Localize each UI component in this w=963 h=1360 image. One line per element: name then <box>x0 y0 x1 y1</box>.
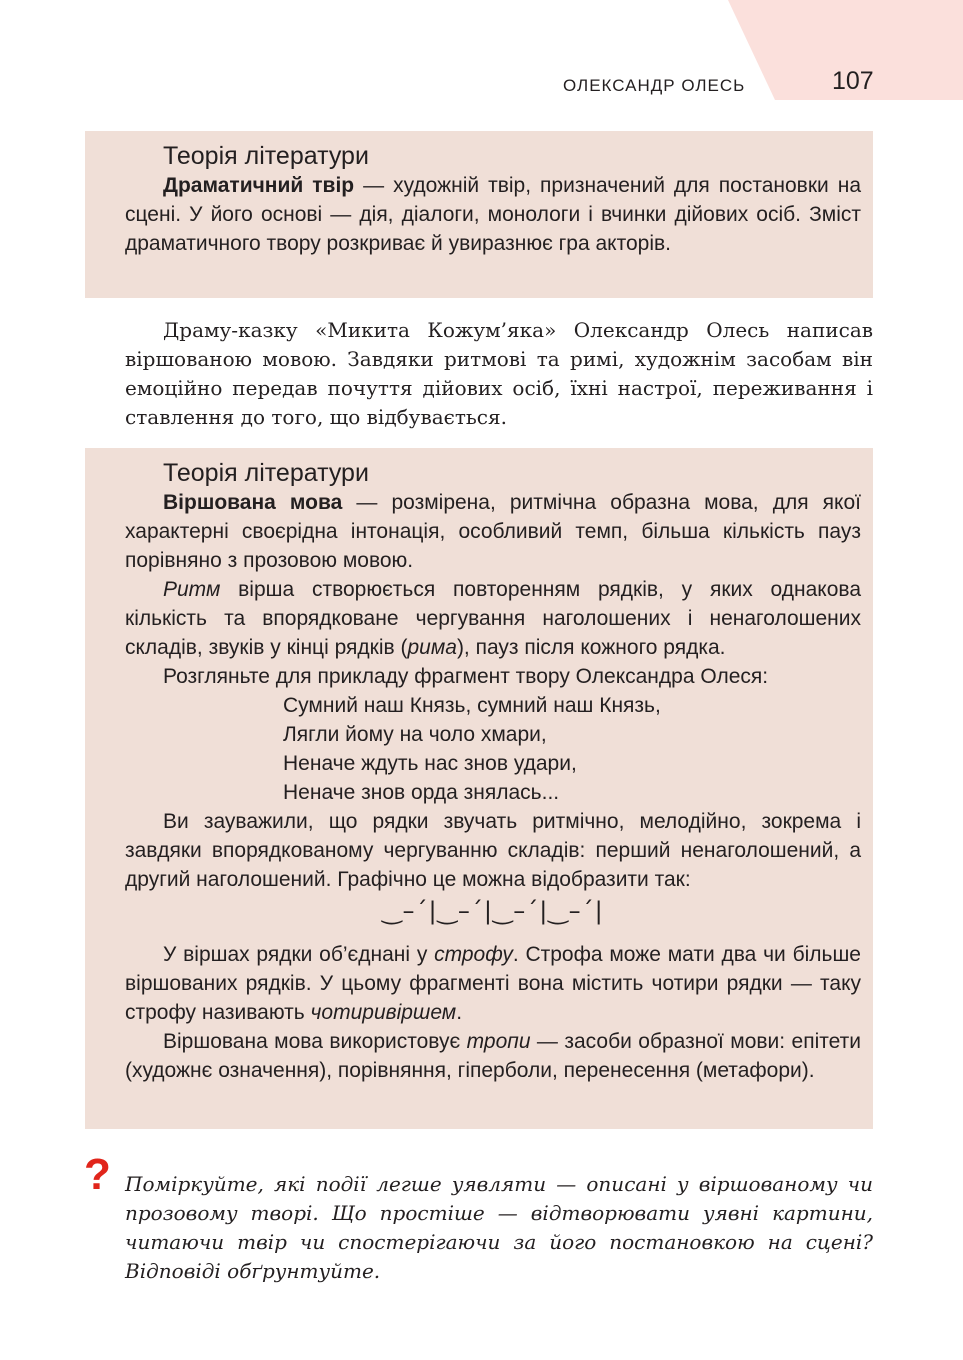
drama-definition <box>125 171 861 258</box>
strophe-text-c: . <box>456 1001 463 1024</box>
example-intro: Розгляньте для прикладу фрагмент твору Олександра Олеся: <box>163 665 769 688</box>
term-strophe: строфу <box>434 943 513 966</box>
strophe-text-a: У віршах рядки об’єднані у <box>163 943 435 966</box>
verse-line: Неначе ждуть нас знов удари, <box>283 752 577 775</box>
term-rhyme: рима <box>407 636 457 659</box>
theory-box-verse <box>85 448 873 1129</box>
verse-definition-text: — розмірена, ритмічна образна мова, для якої характерні своєрідна інтонація, особливий темп, більша кількість пауз порівняно з прозовою мовою. <box>125 491 861 572</box>
tropes-text-a: Віршована мова використовує <box>163 1030 467 1053</box>
term-rhythm: Ритм <box>163 578 221 601</box>
question-text: Поміркуйте, які події легше уявляти — описані у віршованому чи прозовому творі. Що простіше — відтворювати уявні картини, читаючи твір чи спостерігаючи за його постановкою на сцені? Відповіді обґрунтуйте. <box>125 1172 873 1283</box>
rhythm-text-b: ), пауз після кожного рядка. <box>456 636 726 659</box>
verse-fragment <box>125 691 861 807</box>
drama-definition-text: — художній твір, призначений для постановки на сцені. У його основі — дія, діалоги, монологи і вчинки дійових осіб. Зміст драматичного твору розкриває й увиразнює гра акторів. <box>125 174 861 255</box>
main-paragraph: Драму-казку «Микита Кожум’яка» Олександр Олесь написав віршованою мовою. Завдяки ритмові та римі, художнім засобам він емоційно передав почуття дійових осіб, їхні настрої, переживання і ставлення до того, що відбувається. <box>125 318 873 429</box>
verse-line: Сумний наш Князь, сумний наш Князь, <box>283 694 661 717</box>
question-mark-icon: ? <box>84 1150 111 1199</box>
rhythm-text-a: вірша створюється повторенням рядків, у яких однакова кількість та впорядковане чергування наголошених і ненаголошених складів, звуків у кінці рядків ( <box>125 578 861 659</box>
page-number: 107 <box>832 67 874 95</box>
running-head: ОЛЕКСАНДР ОЛЕСЬ <box>563 76 746 95</box>
theory-box-title: Теорія літератури <box>163 142 369 170</box>
verse-line: Неначе знов орда знялась... <box>283 781 560 804</box>
theory-box-drama <box>85 131 873 298</box>
term-quatrain: чотиривіршем <box>310 1001 457 1024</box>
tropes-paragraph <box>125 1027 861 1085</box>
strophe-text-b: . Строфа може мати два чи більше віршованих рядків. У цьому фрагменті вона містить чотири рядки — таку строфу називають <box>125 943 861 1024</box>
term-verse-speech: Віршована мова <box>163 491 343 514</box>
term-drama: Драматичний твір <box>163 174 355 197</box>
tropes-text-b: — засоби образної мови: епітети (художнє означення), порівняння, гіперболи, перенесення (метафори). <box>125 1030 861 1082</box>
rhythm-paragraph <box>125 575 861 662</box>
meter-scheme: ‿–´|‿–´|‿–´|‿–´| <box>382 897 604 925</box>
term-tropes: тропи <box>466 1030 531 1053</box>
verse-definition <box>125 488 861 575</box>
strophe-paragraph <box>125 940 861 1027</box>
verse-line: Лягли йому на чоло хмари, <box>283 723 547 746</box>
theory-box-title: Теорія літератури <box>163 459 369 487</box>
rhythm-explanation: Ви зауважили, що рядки звучать ритмічно, мелодійно, зокрема і завдяки впорядкованому чергуванню складів: перший ненаголошений, а другий наголошений. Графічно це можна відобразити так: <box>125 810 861 891</box>
